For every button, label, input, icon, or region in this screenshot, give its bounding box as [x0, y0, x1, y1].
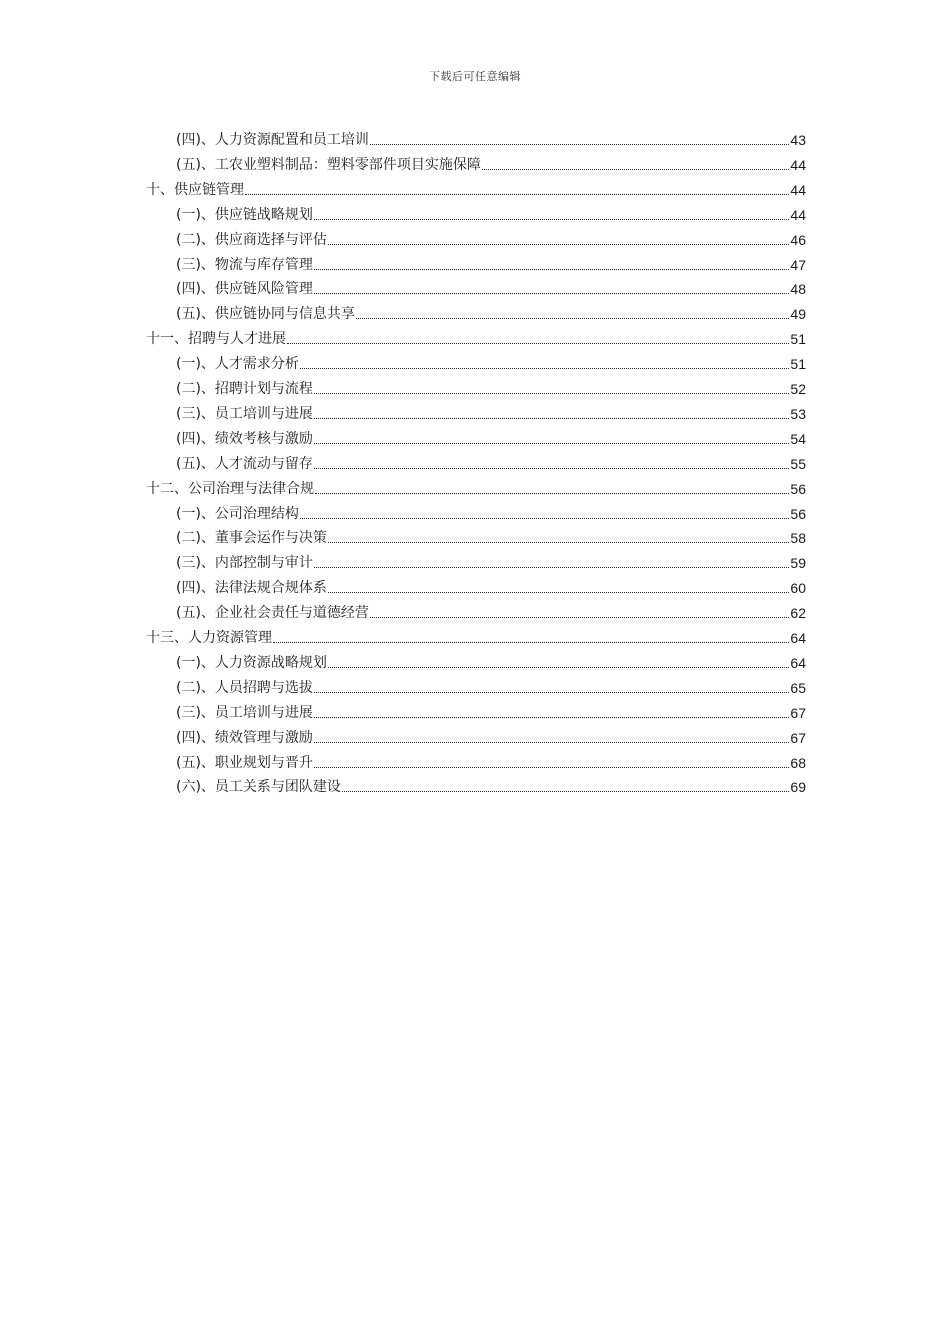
toc-entry-title: (四)、绩效管理与激励: [176, 729, 313, 746]
toc-page-number: 67: [790, 704, 806, 721]
toc-section-entry[interactable]: [176, 125, 806, 149]
toc-dot-leader: [314, 692, 789, 693]
toc-dot-leader: [482, 169, 789, 170]
toc-dot-leader: [273, 642, 789, 643]
toc-page-number: 44: [790, 181, 806, 198]
toc-dot-leader: [300, 518, 789, 519]
toc-page-number: 51: [790, 331, 806, 348]
toc-dot-leader: [314, 393, 789, 394]
toc-dot-leader: [314, 468, 789, 469]
toc-page-number: 56: [790, 505, 806, 522]
toc-section-entry[interactable]: [176, 598, 806, 622]
toc-page-number: 64: [790, 654, 806, 671]
toc-section-entry[interactable]: [176, 449, 806, 473]
toc-entry-title: (一)、人才需求分析: [176, 356, 299, 373]
toc-section-entry[interactable]: [176, 150, 806, 174]
toc-chapter-entry[interactable]: [146, 623, 806, 647]
toc-page-number: 68: [790, 754, 806, 771]
toc-page-number: 69: [790, 779, 806, 796]
toc-dot-leader: [314, 219, 789, 220]
toc-section-entry[interactable]: [176, 225, 806, 249]
toc-section-entry[interactable]: [176, 299, 806, 323]
toc-section-entry[interactable]: [176, 698, 806, 722]
toc-dot-leader: [370, 144, 789, 145]
toc-dot-leader: [356, 318, 789, 319]
toc-section-entry[interactable]: [176, 499, 806, 523]
toc-page-number: 51: [790, 356, 806, 373]
toc-dot-leader: [300, 368, 789, 369]
toc-section-entry[interactable]: [176, 250, 806, 274]
toc-dot-leader: [315, 493, 789, 494]
toc-page-number: 55: [790, 455, 806, 472]
toc-entry-title: (一)、人力资源战略规划: [176, 654, 327, 671]
toc-entry-title: (二)、董事会运作与决策: [176, 530, 327, 547]
toc-entry-title: (六)、员工关系与团队建设: [176, 779, 341, 796]
toc-page-number: 47: [790, 256, 806, 273]
toc-page-number: 52: [790, 381, 806, 397]
toc-page-number: 64: [790, 630, 806, 646]
toc-page-number: 67: [790, 729, 806, 746]
toc-dot-leader: [314, 742, 789, 743]
toc-page-number: 43: [790, 132, 806, 148]
toc-entry-title: (三)、物流与库存管理: [176, 256, 313, 273]
toc-section-entry[interactable]: [176, 374, 806, 398]
toc-section-entry[interactable]: [176, 673, 806, 697]
toc-entry-title: (三)、员工培训与进展: [176, 405, 313, 422]
toc-entry-title: 十一、招聘与人才进展: [146, 331, 286, 348]
toc-entry-title: 十、供应链管理: [146, 181, 244, 198]
toc-page-number: 58: [790, 530, 806, 547]
toc-section-entry[interactable]: [176, 573, 806, 597]
toc-dot-leader: [342, 791, 789, 792]
toc-section-entry[interactable]: [176, 349, 806, 373]
toc-section-entry[interactable]: [176, 274, 806, 298]
toc-entry-title: (五)、职业规划与晋升: [176, 754, 313, 771]
toc-section-entry[interactable]: [176, 548, 806, 572]
page-header-note: 下载后可任意编辑: [429, 70, 521, 83]
toc-section-entry[interactable]: [176, 723, 806, 747]
toc-dot-leader: [328, 542, 789, 543]
toc-dot-leader: [328, 592, 789, 593]
toc-section-entry[interactable]: [176, 772, 806, 796]
toc-entry-title: (五)、企业社会责任与道德经营: [176, 605, 369, 622]
toc-page-number: 65: [790, 679, 806, 696]
toc-page-number: 62: [790, 605, 806, 622]
toc-page-number: 53: [790, 405, 806, 422]
toc-dot-leader: [328, 667, 789, 668]
toc-dot-leader: [314, 567, 789, 568]
toc-page-number: 48: [790, 281, 806, 298]
toc-section-entry[interactable]: [176, 523, 806, 547]
toc-entry-title: (一)、公司治理结构: [176, 505, 299, 522]
toc-section-entry[interactable]: [176, 399, 806, 423]
toc-section-entry[interactable]: [176, 748, 806, 772]
toc-entry-title: (一)、供应链战略规划: [176, 206, 313, 223]
toc-dot-leader: [245, 194, 789, 195]
toc-chapter-entry[interactable]: [146, 175, 806, 199]
toc-entry-title: (五)、人才流动与留存: [176, 455, 313, 472]
toc-entry-title: 十三、人力资源管理: [146, 630, 272, 646]
toc-chapter-entry[interactable]: [146, 474, 806, 498]
toc-entry-title: (五)、供应链协同与信息共享: [176, 306, 355, 323]
toc-chapter-entry[interactable]: [146, 324, 806, 348]
toc-entry-title: (四)、人力资源配置和员工培训: [176, 132, 369, 148]
toc-dot-leader: [314, 293, 789, 294]
toc-page-number: 44: [790, 206, 806, 223]
toc-entry-title: (二)、招聘计划与流程: [176, 381, 313, 397]
toc-entry-title: (四)、供应链风险管理: [176, 281, 313, 298]
toc-entry-title: (二)、供应商选择与评估: [176, 231, 327, 248]
toc-page-number: 60: [790, 580, 806, 597]
toc-page-number: 44: [790, 156, 806, 173]
toc-entry-title: 十二、公司治理与法律合规: [146, 480, 314, 497]
toc-page-number: 59: [790, 555, 806, 572]
toc-section-entry[interactable]: [176, 200, 806, 224]
toc-page-number: 46: [790, 231, 806, 248]
toc-page-number: 56: [790, 480, 806, 497]
toc-dot-leader: [314, 717, 789, 718]
toc-page-number: 49: [790, 306, 806, 323]
toc-entry-title: (三)、内部控制与审计: [176, 555, 313, 572]
toc-entry-title: (五)、工农业塑料制品：塑料零部件项目实施保障: [176, 156, 481, 173]
toc-section-entry[interactable]: [176, 648, 806, 672]
toc-entry-title: (四)、绩效考核与激励: [176, 430, 313, 447]
toc-dot-leader: [314, 269, 789, 270]
toc-dot-leader: [328, 244, 789, 245]
toc-section-entry[interactable]: [176, 424, 806, 448]
toc-entry-title: (二)、人员招聘与选拔: [176, 679, 313, 696]
toc-dot-leader: [314, 767, 789, 768]
toc-entry-title: (三)、员工培训与进展: [176, 704, 313, 721]
toc-dot-leader: [314, 443, 789, 444]
toc-dot-leader: [287, 343, 789, 344]
toc-page-number: 54: [790, 430, 806, 447]
toc-dot-leader: [314, 418, 789, 419]
toc-dot-leader: [370, 617, 789, 618]
toc-entry-title: (四)、法律法规合规体系: [176, 580, 327, 597]
